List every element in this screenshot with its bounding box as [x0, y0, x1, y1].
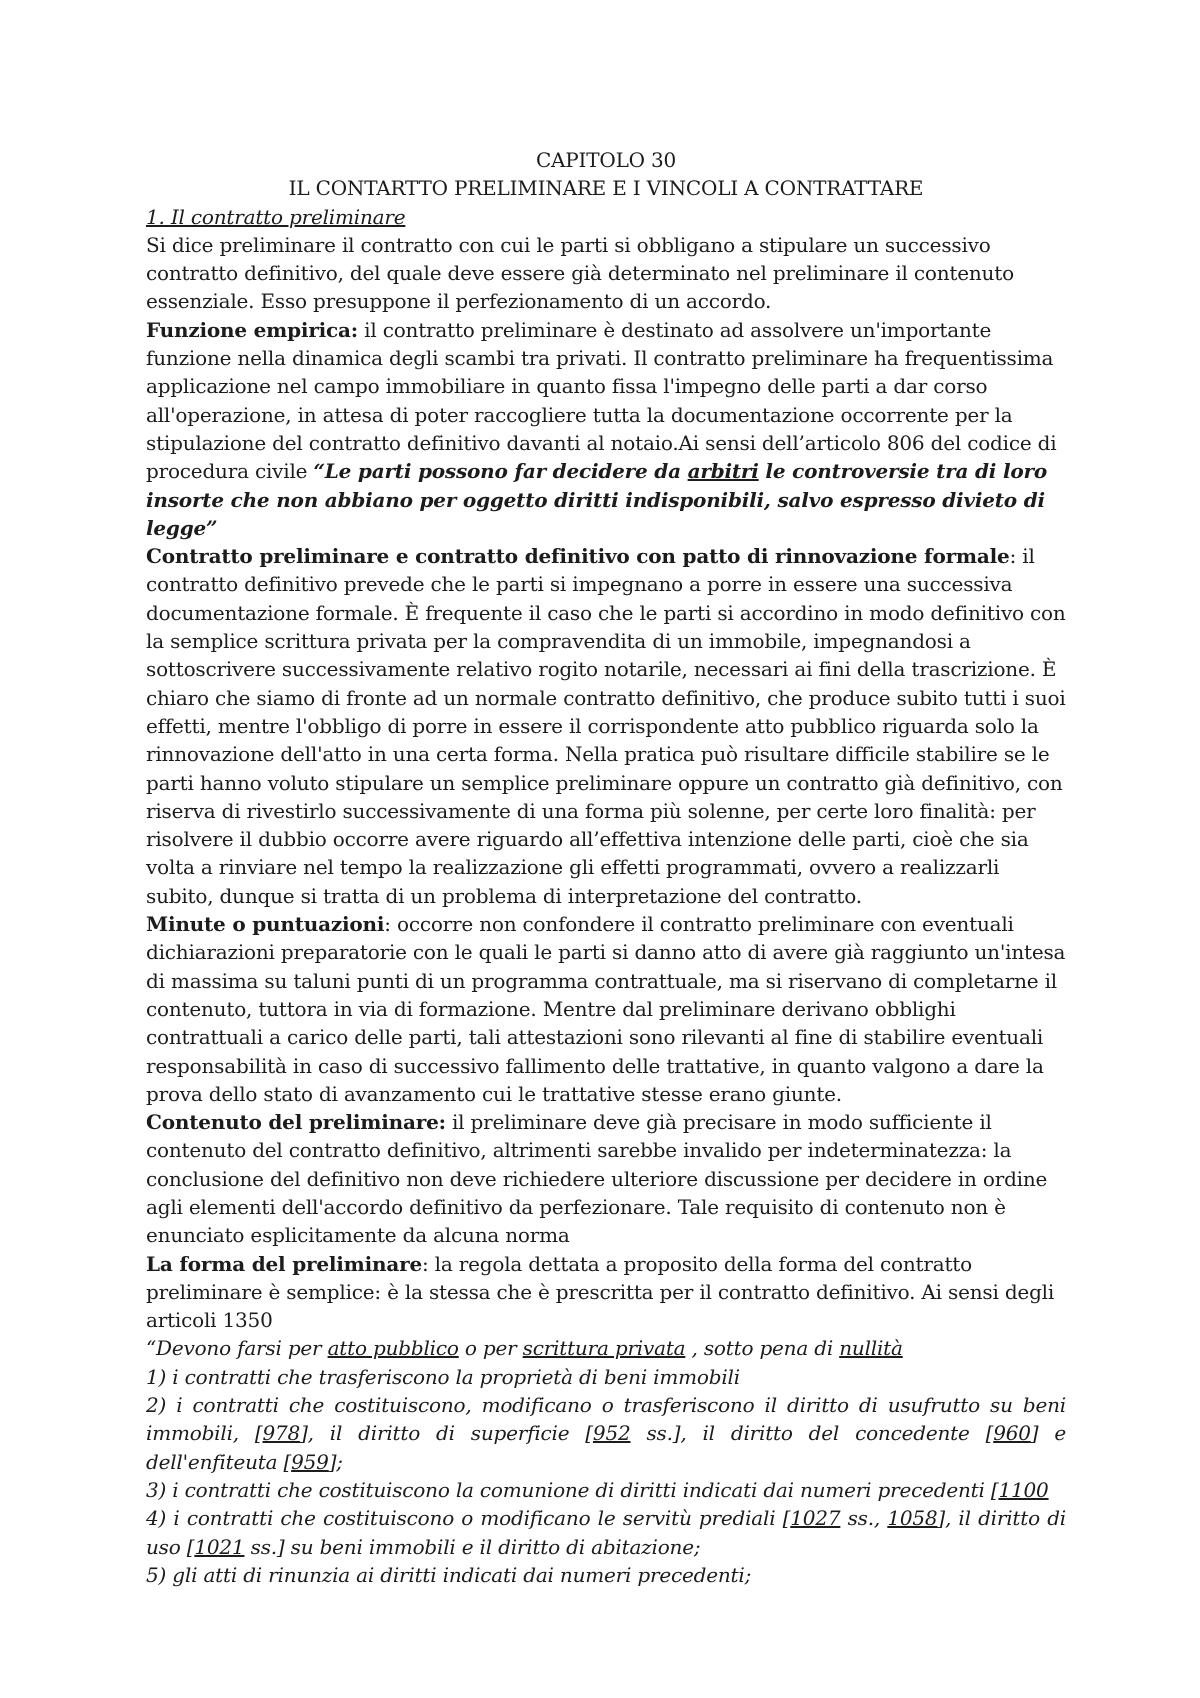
document-page [146, 146, 1066, 1589]
item4-text-a: 4) i contratti che costituiscono o modificano le servitù prediali [ [146, 1506, 791, 1531]
contenuto-text: il preliminare deve già precisare in modo sufficiente il contenuto del contratto definitivo, altrimenti sarebbe invalido per indeterminatezza: la conclusione del definitivo non deve richiedere ulteriore discussione per decidere in ordine agli elementi dell'accordo definitivo da perfezionare. Tale requisito di contenuto non è enunciato esplicitamente da alcuna norma [146, 1110, 1048, 1248]
article-item-4 [146, 1504, 1066, 1561]
item2-text-d: ] e dell'enfiteuta [ [146, 1421, 1066, 1474]
ref-1058-link[interactable]: 1058 [887, 1506, 938, 1531]
contenuto-label: Contenuto del preliminare: [146, 1110, 446, 1135]
item3-text-a: 3) i contratti che costituiscono la comunione di diritti indicati dai numeri precedenti [ [146, 1477, 999, 1502]
ref-959-link[interactable]: 959 [291, 1449, 329, 1474]
quote-part1: “Le parti possono far decidere da [313, 459, 688, 484]
chapter-number: CAPITOLO 30 [535, 148, 677, 172]
article-list [146, 1334, 1066, 1589]
minute-label: Minute o puntuazioni [146, 912, 385, 937]
item2-text-e: ]; [328, 1449, 343, 1474]
rinnovazione-text: : il contratto definitivo prevede che le parti si impegnano a porre in essere una successiva documentazione formale. È frequente il caso che le parti si accordino in modo definitivo con la semplice scrittura privata per la compravendita di un immobile, impegnandosi a sottoscrivere successivamente relativo rogito notarile, necessari ai fini della trascrizione. È chiaro che siamo di fronte ad un normale contratto definitivo, che produce subito tutti i suoi effetti, mentre l'obbligo di porre in essere il corrispondente atto pubblico riguarda solo la rinnovazione dell'atto in una certa forma. Nella pratica può risultare difficile stabilire se le parti hanno voluto stipulare un semplice preliminare oppure un contratto già definitivo, con riserva di rivestirlo successivamente di una forma più solenne, per certe loro finalità: per risolvere il dubbio occorre avere riguardo all’effettiva intenzione delle parti, cioè che sia volta a rinviare nel tempo la realizzazione gli effetti programmati, ovvero a realizzarli subito, dunque si tratta di un problema di interpretazione del contratto. [146, 544, 1066, 908]
funzione-text: il contratto preliminare è destinato ad assolvere un'importante funzione nella dinamica degli scambi tra privati. Il contratto preliminare ha frequentissima applicazione nel campo immobiliare in quanto fissa l'impegno delle parti a dar corso all'operazione, in attesa di poter raccogliere tutta la documentazione occorrente per la stipulazione del contratto definitivo davanti al notaio.Ai sensi dell’articolo 806 del codice di procedura civile [146, 317, 1057, 484]
atto-pubblico-link[interactable]: atto pubblico [327, 1336, 459, 1361]
article-mid2-text: , sotto pena di [685, 1336, 840, 1361]
minute-text: : occorre non confondere il contratto preliminare con eventuali dichiarazioni preparatorie con le quali le parti si danno atto di avere già raggiunto un'intesa di massima su taluni punti di un programma contrattuale, ma si riservano di completarne il contenuto, tuttora in via di formazione. Mentre dal preliminare derivano obblighi contrattuali a carico delle parti, tali attestazioni sono rilevanti al fine di stabilire eventuali responsabilità in caso di successivo fallimento delle trattative, in quanto valgono a dare la prova dello stato di avanzamento cui le trattative stesse erano giunte. [146, 912, 1066, 1106]
item2-text-b: ], il diritto di superficie [ [300, 1421, 593, 1446]
scrittura-privata-link[interactable]: scrittura privata [522, 1336, 686, 1361]
nullita-link[interactable]: nullità [839, 1336, 903, 1361]
item2-text-c: ss.], il diritto del concedente [ [630, 1421, 994, 1446]
forma-label: La forma del preliminare [146, 1251, 422, 1276]
funzione-label: Funzione empirica: [146, 317, 358, 342]
intro-paragraph: Si dice preliminare il contratto con cui le parti si obbligano a stipulare un successivo contratto definitivo, del quale deve essere già determinato nel preliminare il contenuto essenziale. Esso presuppone il perfezionamento di un accordo. [146, 232, 1014, 314]
rinnovazione-paragraph [146, 542, 1066, 910]
funzione-paragraph [146, 316, 1066, 542]
section-title-text: 1. Il contratto preliminare [146, 204, 406, 229]
article-lead [146, 1334, 1066, 1362]
article-item-5: 5) gli atti di rinunzia ai diritti indicati dai numeri precedenti; [146, 1562, 752, 1587]
article-mid-text: o per [458, 1336, 523, 1361]
ref-952-link[interactable]: 952 [592, 1421, 631, 1446]
minute-paragraph [146, 910, 1066, 1108]
chapter-title: IL CONTARTTO PRELIMINARE E I VINCOLI A CONTRATTARE [288, 176, 924, 201]
quote-part2: le controversie tra di loro insorte che non abbiano per oggetto diritti indisponibili, salvo espresso divieto di legge” [146, 459, 1047, 540]
ref-1027-link[interactable]: 1027 [790, 1506, 841, 1531]
item2-text-a: 2) i contratti che costituiscono, modificano o trasferiscono il diritto di usufrutto su beni immobili, [ [146, 1393, 1066, 1446]
item4-text-d: ss.] su beni immobili e il diritto di abitazione; [244, 1534, 701, 1559]
ref-1100-link[interactable]: 1100 [998, 1477, 1049, 1502]
item4-text-c: ], il diritto di uso [ [146, 1506, 1066, 1559]
article-lead-text: “Devono farsi per [146, 1336, 328, 1361]
ref-1021-link[interactable]: 1021 [194, 1534, 245, 1559]
section-title [146, 203, 1066, 231]
ref-960-link[interactable]: 960 [993, 1421, 1031, 1446]
arbitri-link[interactable]: arbitri [687, 459, 759, 484]
item4-text-b: ss., [840, 1506, 888, 1531]
article-item-1: 1) i contratti che trasferiscono la proprietà di beni immobili [146, 1364, 740, 1389]
rinnovazione-label: Contratto preliminare e contratto definitivo con patto di rinnovazione formale [146, 544, 1010, 569]
ref-978-link[interactable]: 978 [262, 1421, 301, 1446]
forma-text: : la regola dettata a proposito della forma del contratto preliminare è semplice: è la stessa che è prescritta per il contratto definitivo. Ai sensi degli articoli 1350 [146, 1251, 1055, 1333]
contenuto-paragraph [146, 1108, 1066, 1249]
article-item-3 [146, 1476, 1066, 1504]
article-item-2 [146, 1391, 1066, 1476]
forma-paragraph [146, 1250, 1066, 1335]
